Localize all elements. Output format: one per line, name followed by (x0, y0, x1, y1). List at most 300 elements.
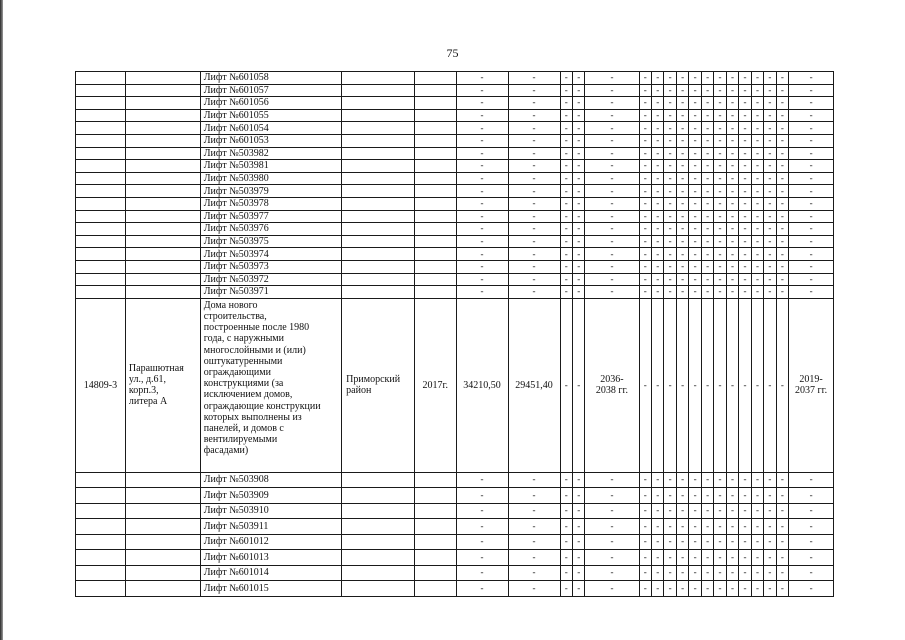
dash-cell (572, 503, 584, 519)
dash: - (643, 474, 647, 485)
dash-cell (676, 147, 688, 160)
dash-cell (651, 172, 663, 185)
dash-cell (572, 97, 584, 110)
dash-cell (776, 97, 788, 110)
dash-cell (585, 134, 639, 147)
dash: - (768, 210, 772, 221)
dash: - (681, 160, 685, 171)
empty-cell (342, 172, 415, 185)
dash: - (693, 248, 697, 259)
dash: - (731, 236, 735, 247)
lift-rows-upper (76, 72, 834, 299)
dash: - (532, 520, 536, 531)
dash: - (706, 198, 710, 209)
dash: - (693, 286, 697, 297)
empty-cell (342, 122, 415, 135)
dash: - (718, 210, 722, 221)
dash-cell (639, 519, 651, 535)
lift-row (76, 503, 834, 519)
lift-row (76, 488, 834, 504)
lift-row (76, 197, 834, 210)
facade-period (789, 298, 834, 472)
empty-cell (76, 197, 126, 210)
lift-name: Лифт №601015 (200, 581, 341, 597)
dash-cell (508, 550, 560, 566)
dash-cell (776, 185, 788, 198)
dash: - (743, 185, 747, 196)
building-area-living: 29451,40 (508, 298, 560, 472)
dash: - (718, 185, 722, 196)
dash-cell (560, 260, 572, 273)
dash-cell (456, 565, 508, 581)
dash: - (656, 379, 660, 390)
empty-cell (414, 565, 456, 581)
dash-cell (689, 534, 701, 550)
dash: - (718, 248, 722, 259)
dash: - (809, 198, 813, 209)
dash: - (809, 505, 813, 516)
dash: - (693, 379, 697, 390)
empty-cell (342, 488, 415, 504)
dash: - (768, 185, 772, 196)
empty-cell (414, 185, 456, 198)
dash-cell (676, 519, 688, 535)
dash: - (693, 505, 697, 516)
dash-cell (585, 97, 639, 110)
address-line: Парашютная (128, 362, 184, 374)
dash: - (577, 160, 581, 171)
empty-cell (76, 519, 126, 535)
dash-cell (689, 581, 701, 597)
dash-cell (726, 519, 738, 535)
dash-cell (456, 160, 508, 173)
dash-cell (789, 223, 834, 236)
empty-cell (342, 472, 415, 488)
dash: - (755, 248, 759, 259)
dash: - (668, 72, 672, 83)
dash: - (731, 474, 735, 485)
lift-row (76, 550, 834, 566)
empty-cell (125, 286, 200, 299)
dash-cell (456, 84, 508, 97)
dash: - (577, 273, 581, 284)
lift-name: Лифт №503978 (200, 197, 341, 210)
dash-cell (664, 581, 676, 597)
dash-cell (572, 235, 584, 248)
dash: - (809, 520, 813, 531)
dash: - (718, 110, 722, 121)
dash: - (768, 198, 772, 209)
empty-cell (342, 581, 415, 597)
dash: - (731, 135, 735, 146)
dash: - (643, 160, 647, 171)
empty-cell (76, 172, 126, 185)
dash-cell (714, 197, 726, 210)
dash-cell (585, 172, 639, 185)
dash: - (780, 198, 784, 209)
dash-cell (764, 472, 776, 488)
dash-cell (651, 519, 663, 535)
dash-cell (701, 197, 713, 210)
empty-cell (125, 185, 200, 198)
dash: - (480, 536, 484, 547)
dash: - (731, 72, 735, 83)
dash-cell (508, 210, 560, 223)
dash: - (610, 97, 614, 108)
dash: - (656, 505, 660, 516)
dash: - (643, 379, 647, 390)
description-line: строительства, (203, 310, 267, 322)
dash: - (731, 582, 735, 593)
dash-cell (508, 472, 560, 488)
dash: - (780, 210, 784, 221)
dash: - (668, 110, 672, 121)
dash: - (643, 505, 647, 516)
dash-cell (585, 550, 639, 566)
dash: - (718, 173, 722, 184)
dash-cell (676, 503, 688, 519)
dash-cell (560, 519, 572, 535)
dash: - (780, 551, 784, 562)
dash: - (532, 210, 536, 221)
dash: - (706, 261, 710, 272)
dash-cell (572, 286, 584, 299)
dash-cell (726, 97, 738, 110)
dash: - (809, 536, 813, 547)
dash: - (718, 147, 722, 158)
dash-cell (789, 147, 834, 160)
dash: - (731, 273, 735, 284)
dash-cell (664, 235, 676, 248)
dash-cell (739, 97, 751, 110)
empty-cell (76, 472, 126, 488)
lift-name: Лифт №503911 (200, 519, 341, 535)
dash-cell (789, 581, 834, 597)
dash: - (656, 72, 660, 83)
description-line: построенные после 1980 (203, 322, 310, 334)
dash: - (768, 379, 772, 390)
dash: - (610, 185, 614, 196)
dash-cell (676, 134, 688, 147)
dash-cell (572, 550, 584, 566)
dash-cell (739, 160, 751, 173)
dash: - (731, 286, 735, 297)
dash: - (577, 122, 581, 133)
empty-cell (125, 581, 200, 597)
dash-cell (776, 581, 788, 597)
dash-cell (689, 185, 701, 198)
dash: - (780, 72, 784, 83)
dash-cell (676, 223, 688, 236)
empty-cell (414, 210, 456, 223)
dash: - (668, 582, 672, 593)
dash-cell (714, 286, 726, 299)
dash-cell (751, 503, 763, 519)
dash: - (731, 248, 735, 259)
dash: - (532, 567, 536, 578)
empty-cell (125, 472, 200, 488)
dash: - (564, 248, 568, 259)
dash: - (668, 210, 672, 221)
dash-cell (701, 185, 713, 198)
dash-cell (726, 286, 738, 299)
dash-cell (651, 210, 663, 223)
dash: - (780, 84, 784, 95)
empty-cell (76, 286, 126, 299)
dash-cell (701, 235, 713, 248)
dash: - (564, 173, 568, 184)
empty-cell (76, 97, 126, 110)
dash-cell (560, 109, 572, 122)
dash: - (681, 97, 685, 108)
dash-cell (585, 248, 639, 261)
dash-cell (776, 286, 788, 299)
dash: - (706, 273, 710, 284)
dash: - (768, 135, 772, 146)
dash-cell (508, 84, 560, 97)
dash-cell (651, 503, 663, 519)
dash: - (480, 97, 484, 108)
dash-cell (789, 109, 834, 122)
building-address (125, 298, 200, 472)
dash: - (780, 379, 784, 390)
dash-cell (701, 581, 713, 597)
dash: - (564, 135, 568, 146)
dash: - (718, 84, 722, 95)
dash-cell (776, 565, 788, 581)
dash: - (743, 489, 747, 500)
dash: - (610, 84, 614, 95)
dash: - (755, 223, 759, 234)
dash: - (743, 122, 747, 133)
dash-cell (508, 534, 560, 550)
dash-cell (714, 172, 726, 185)
dash: - (780, 236, 784, 247)
lift-row (76, 210, 834, 223)
dash-cell (701, 72, 713, 85)
dash: - (693, 122, 697, 133)
dash: - (780, 489, 784, 500)
dash-cell (751, 260, 763, 273)
dash: - (809, 122, 813, 133)
dash-cell (508, 134, 560, 147)
dash-cell (585, 210, 639, 223)
dash: - (780, 135, 784, 146)
dash: - (693, 567, 697, 578)
dash: - (656, 135, 660, 146)
dash: - (731, 489, 735, 500)
dash: - (693, 273, 697, 284)
dash: - (693, 236, 697, 247)
dash: - (668, 248, 672, 259)
dash-cell (739, 72, 751, 85)
dash-cell (639, 248, 651, 261)
dash: - (681, 84, 685, 95)
dash: - (656, 84, 660, 95)
dash: - (768, 582, 772, 593)
dash-cell (676, 84, 688, 97)
dash-cell (739, 298, 751, 472)
empty-cell (414, 235, 456, 248)
empty-cell (414, 160, 456, 173)
dash-cell (751, 160, 763, 173)
dash: - (610, 223, 614, 234)
dash-cell (751, 197, 763, 210)
dash-cell (456, 550, 508, 566)
dash-cell (764, 172, 776, 185)
dash-cell (639, 235, 651, 248)
empty-cell (125, 519, 200, 535)
dash-cell (639, 160, 651, 173)
empty-cell (76, 235, 126, 248)
lift-name: Лифт №503979 (200, 185, 341, 198)
dash: - (768, 147, 772, 158)
dash: - (809, 236, 813, 247)
dash: - (656, 261, 660, 272)
dash-cell (701, 273, 713, 286)
dash-cell (651, 97, 663, 110)
dash: - (755, 185, 759, 196)
dash-cell (560, 286, 572, 299)
dash: - (577, 185, 581, 196)
dash-cell (751, 581, 763, 597)
dash: - (768, 223, 772, 234)
dash: - (668, 520, 672, 531)
dash: - (809, 135, 813, 146)
dash-cell (689, 197, 701, 210)
dash: - (809, 147, 813, 158)
dash: - (643, 567, 647, 578)
lift-row (76, 565, 834, 581)
dash-cell (664, 122, 676, 135)
dash: - (718, 72, 722, 83)
dash-cell (714, 472, 726, 488)
dash-cell (714, 84, 726, 97)
dash-cell (585, 223, 639, 236)
dash: - (731, 536, 735, 547)
dash-cell (726, 147, 738, 160)
dash-cell (689, 160, 701, 173)
dash-cell (689, 273, 701, 286)
building-area-total: 34210,50 (456, 298, 508, 472)
dash-cell (751, 565, 763, 581)
dash-cell (789, 172, 834, 185)
dash-cell (676, 298, 688, 472)
dash-cell (560, 210, 572, 223)
dash-cell (560, 185, 572, 198)
dash-cell (726, 472, 738, 488)
dash-cell (789, 534, 834, 550)
dash-cell (560, 581, 572, 597)
description-line: панелей, и домов с (203, 422, 284, 434)
dash: - (809, 223, 813, 234)
empty-cell (76, 160, 126, 173)
dash: - (780, 122, 784, 133)
dash-cell (651, 109, 663, 122)
dash-cell (651, 550, 663, 566)
dash: - (668, 223, 672, 234)
dash-cell (585, 185, 639, 198)
dash-cell (508, 503, 560, 519)
dash-cell (739, 172, 751, 185)
dash: - (755, 210, 759, 221)
empty-cell (125, 260, 200, 273)
dash: - (532, 236, 536, 247)
dash: - (656, 551, 660, 562)
dash: - (668, 536, 672, 547)
dash: - (718, 261, 722, 272)
dash: - (768, 551, 772, 562)
dash-cell (726, 223, 738, 236)
dash-cell (714, 223, 726, 236)
lift-row (76, 581, 834, 597)
dash-cell (789, 260, 834, 273)
dash-cell (776, 84, 788, 97)
dash-cell (739, 248, 751, 261)
dash: - (564, 273, 568, 284)
dash: - (643, 582, 647, 593)
dash-cell (701, 223, 713, 236)
dash-cell (560, 248, 572, 261)
dash: - (610, 198, 614, 209)
empty-cell (125, 160, 200, 173)
dash: - (668, 185, 672, 196)
dash: - (780, 273, 784, 284)
dash: - (564, 551, 568, 562)
lift-row (76, 122, 834, 135)
dash-cell (701, 503, 713, 519)
dash: - (577, 135, 581, 146)
dash-cell (751, 147, 763, 160)
dash: - (564, 489, 568, 500)
dash: - (480, 135, 484, 146)
dash-cell (764, 109, 776, 122)
dash: - (656, 160, 660, 171)
dash: - (809, 210, 813, 221)
dash: - (643, 536, 647, 547)
empty-cell (414, 534, 456, 550)
dash: - (743, 198, 747, 209)
dash-cell (664, 97, 676, 110)
building-year: 2017г. (414, 298, 456, 472)
dash: - (768, 536, 772, 547)
dash-cell (701, 160, 713, 173)
dash: - (610, 520, 614, 531)
dash-cell (585, 472, 639, 488)
dash-cell (689, 488, 701, 504)
dash: - (577, 248, 581, 259)
dash-cell (664, 172, 676, 185)
dash-cell (639, 565, 651, 581)
dash-cell (739, 235, 751, 248)
description-line: многослойными и (или) (203, 344, 306, 356)
dash: - (480, 273, 484, 284)
empty-cell (76, 210, 126, 223)
dash-cell (776, 210, 788, 223)
empty-cell (76, 134, 126, 147)
dash: - (480, 582, 484, 593)
dash-cell (560, 235, 572, 248)
dash: - (755, 198, 759, 209)
dash-cell (726, 160, 738, 173)
dash-cell (714, 260, 726, 273)
dash: - (480, 122, 484, 133)
dash-cell (651, 185, 663, 198)
dash: - (577, 236, 581, 247)
dash: - (532, 198, 536, 209)
empty-cell (414, 197, 456, 210)
empty-cell (414, 286, 456, 299)
